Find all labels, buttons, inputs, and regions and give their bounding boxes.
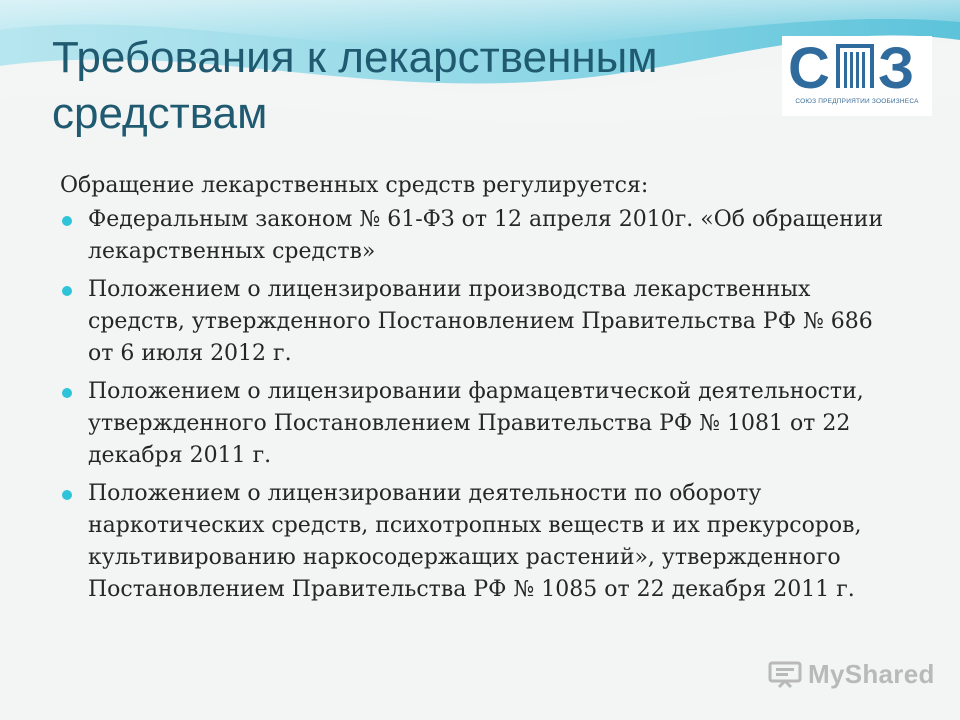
intro-text: Обращение лекарственных средств регулируется:: [60, 173, 649, 198]
slide-body: [60, 170, 900, 612]
bullet-dot-icon: [62, 388, 72, 398]
list-item: [60, 478, 900, 606]
list-item-text: Федеральным законом № 61-ФЗ от 12 апреля 2010г. «Об обращении лекарственных средств»: [88, 207, 884, 264]
list-item-text: Положением о лицензировании производства лекарственных средств, утвержденного Постановлением Правительства РФ № 686 от 6 июля 2012 г.: [88, 277, 873, 366]
slide-title: Требования к лекарственным средствам: [52, 33, 658, 138]
list-item: [60, 376, 900, 472]
list-item-text: Положением о лицензировании фармацевтической деятельности, утвержденного Постановлением Правительства РФ № 1081 от 22 декабря 2011 г.: [88, 379, 864, 468]
logo-letter-z: З: [878, 38, 915, 96]
list-item-text: Положением о лицензировании деятельности по обороту наркотических средств, психотропных веществ и их прекурсоров, культивированию наркосодержащих растений», утвержденного Постановлением Правительства РФ № 1085 от 22 декабря 2011 г.: [88, 481, 862, 602]
list-item: [60, 204, 900, 268]
bullet-dot-icon: [62, 490, 72, 500]
bullet-dot-icon: [62, 286, 72, 296]
presentation-board-icon: [768, 660, 802, 688]
watermark: [768, 656, 935, 692]
logo-letter-c: С: [788, 38, 830, 96]
logo-caption: СОЮЗ ПРЕДПРИЯТИЙ ЗООБИЗНЕСА: [795, 98, 919, 105]
list-item: [60, 274, 900, 370]
watermark-text: MyShared: [808, 658, 935, 689]
logo-mark: [786, 38, 928, 96]
logo: [782, 36, 932, 116]
bullet-dot-icon: [62, 216, 72, 226]
bullet-list: [60, 204, 900, 606]
